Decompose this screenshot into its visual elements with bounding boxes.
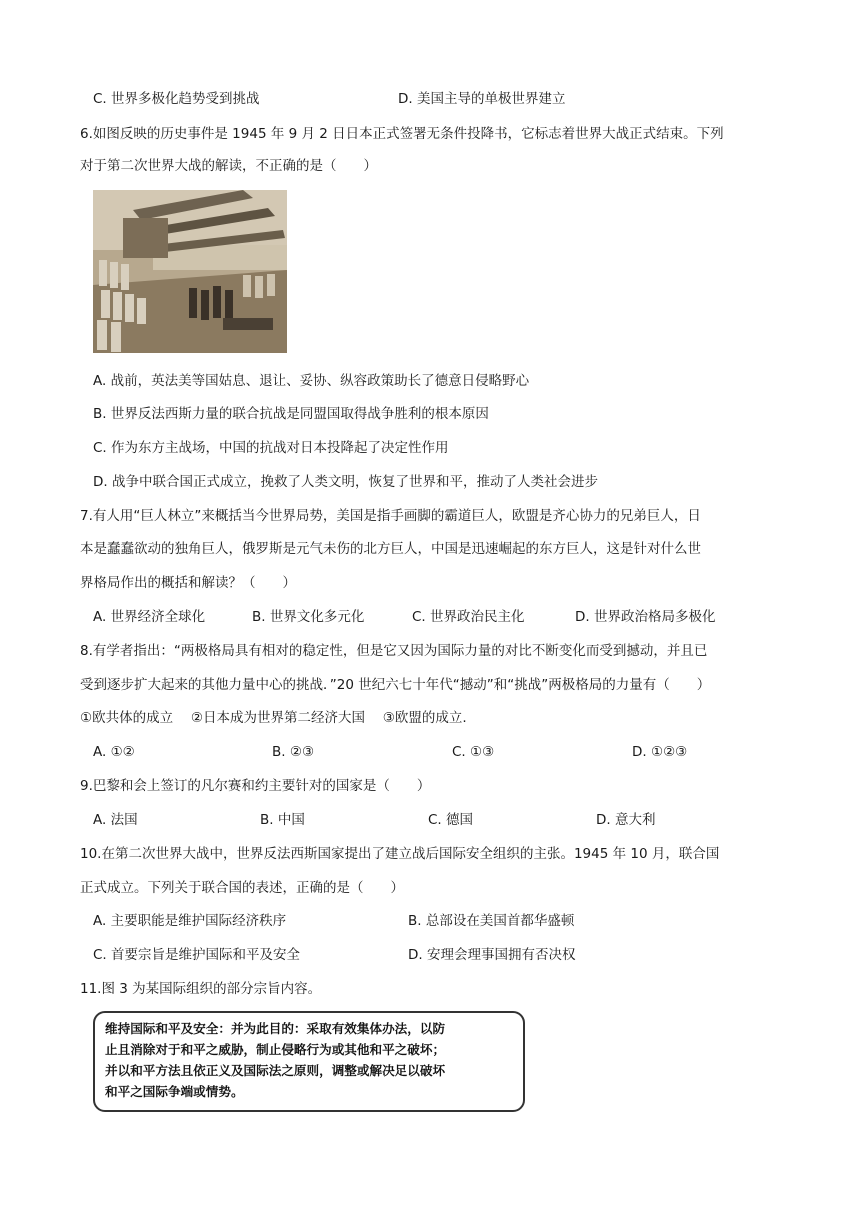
- charter-quote-box: [93, 1011, 525, 1112]
- q7-stem-line2: 本是蠢蠢欲动的独角巨人，俄罗斯是元气未伤的北方巨人，中国是迅速崛起的东方巨人，这是针对什么世: [80, 541, 701, 557]
- q5-option-d[interactable]: D. 美国主导的单极世界建立: [398, 91, 566, 107]
- q8-option-d[interactable]: D. ①②③: [632, 744, 688, 760]
- q8-option-a[interactable]: A. ①②: [93, 744, 135, 760]
- q6-option-a[interactable]: A. 战前，英法美等国姑息、退让、妥协、纵容政策助长了德意日侵略野心: [93, 373, 530, 389]
- q6-option-d[interactable]: D. 战争中联合国正式成立，挽救了人类文明，恢复了世界和平，推动了人类社会进步: [93, 474, 598, 490]
- q7-option-c[interactable]: C. 世界政治民主化: [412, 609, 525, 625]
- q6-option-c[interactable]: C. 作为东方主战场，中国的抗战对日本投降起了决定性作用: [93, 440, 449, 456]
- surrender-ceremony-photo: [93, 190, 287, 353]
- q7-option-b[interactable]: B. 世界文化多元化: [252, 609, 365, 625]
- quote-line-4: 和平之国际争端或情势。: [105, 1084, 244, 1099]
- q9-stem: 9.巴黎和会上签订的凡尔赛和约主要针对的国家是（ ）: [80, 778, 431, 794]
- q7-option-d[interactable]: D. 世界政治格局多极化: [575, 609, 716, 625]
- q7-option-a[interactable]: A. 世界经济全球化: [93, 609, 206, 625]
- q7-stem-line1: 7.有人用“巨人林立”来概括当今世界局势，美国是指手画脚的霸道巨人，欧盟是齐心协力的兄弟巨人，日: [80, 508, 701, 524]
- q11-stem: 11.图 3 为某国际组织的部分宗旨内容。: [80, 981, 322, 997]
- q6-stem-line1: 6.如图反映的历史事件是 1945 年 9 月 2 日日本正式签署无条件投降书，它标志着世界大战正式结束。下列: [80, 126, 724, 142]
- q8-option-b[interactable]: B. ②③: [272, 744, 315, 760]
- q9-option-a[interactable]: A. 法国: [93, 812, 138, 828]
- q9-option-b[interactable]: B. 中国: [260, 812, 305, 828]
- q8-option-c[interactable]: C. ①③: [452, 744, 495, 760]
- q9-option-c[interactable]: C. 德国: [428, 812, 474, 828]
- q10-option-a[interactable]: A. 主要职能是维护国际经济秩序: [93, 913, 287, 929]
- q5-option-c[interactable]: C. 世界多极化趋势受到挑战: [93, 91, 260, 107]
- q10-option-d[interactable]: D. 安理会理事国拥有否决权: [408, 947, 576, 963]
- q8-items: ①欧共体的成立 ②日本成为世界第二经济大国 ③欧盟的成立.: [80, 710, 467, 726]
- q10-option-c[interactable]: C. 首要宗旨是维护国际和平及安全: [93, 947, 301, 963]
- q6-stem-line2: 对于第二次世界大战的解读，不正确的是（ ）: [80, 158, 377, 174]
- q10-option-b[interactable]: B. 总部设在美国首都华盛顿: [408, 913, 575, 929]
- q8-stem-line1: 8.有学者指出：“两极格局具有相对的稳定性，但是它又因为国际力量的对比不断变化而受到撼动，并且已: [80, 643, 708, 659]
- q9-option-d[interactable]: D. 意大利: [596, 812, 656, 828]
- q10-stem-line2: 正式成立。下列关于联合国的表述，正确的是（ ）: [80, 880, 404, 896]
- surrender-ceremony-illustration: [93, 190, 287, 353]
- q7-stem-line3: 界格局作出的概括和解读？（ ）: [80, 575, 296, 591]
- quote-line-3: 并以和平方法且依正义及国际法之原则，调整或解决足以破坏: [105, 1063, 446, 1078]
- quote-line-2: 止且消除对于和平之威胁，制止侵略行为或其他和平之破坏；: [105, 1042, 446, 1057]
- q6-option-b[interactable]: B. 世界反法西斯力量的联合抗战是同盟国取得战争胜利的根本原因: [93, 406, 489, 422]
- q8-stem-line2: 受到逐步扩大起来的其他力量中心的挑战．”20 世纪六七十年代“撼动”和“挑战”两极格局的力量有（ ）: [80, 677, 711, 693]
- quote-line-1: 维持国际和平及安全：并为此目的：采取有效集体办法，以防: [105, 1021, 446, 1036]
- q10-stem-line1: 10.在第二次世界大战中，世界反法西斯国家提出了建立战后国际安全组织的主张。1945 年 10 月，联合国: [80, 846, 720, 862]
